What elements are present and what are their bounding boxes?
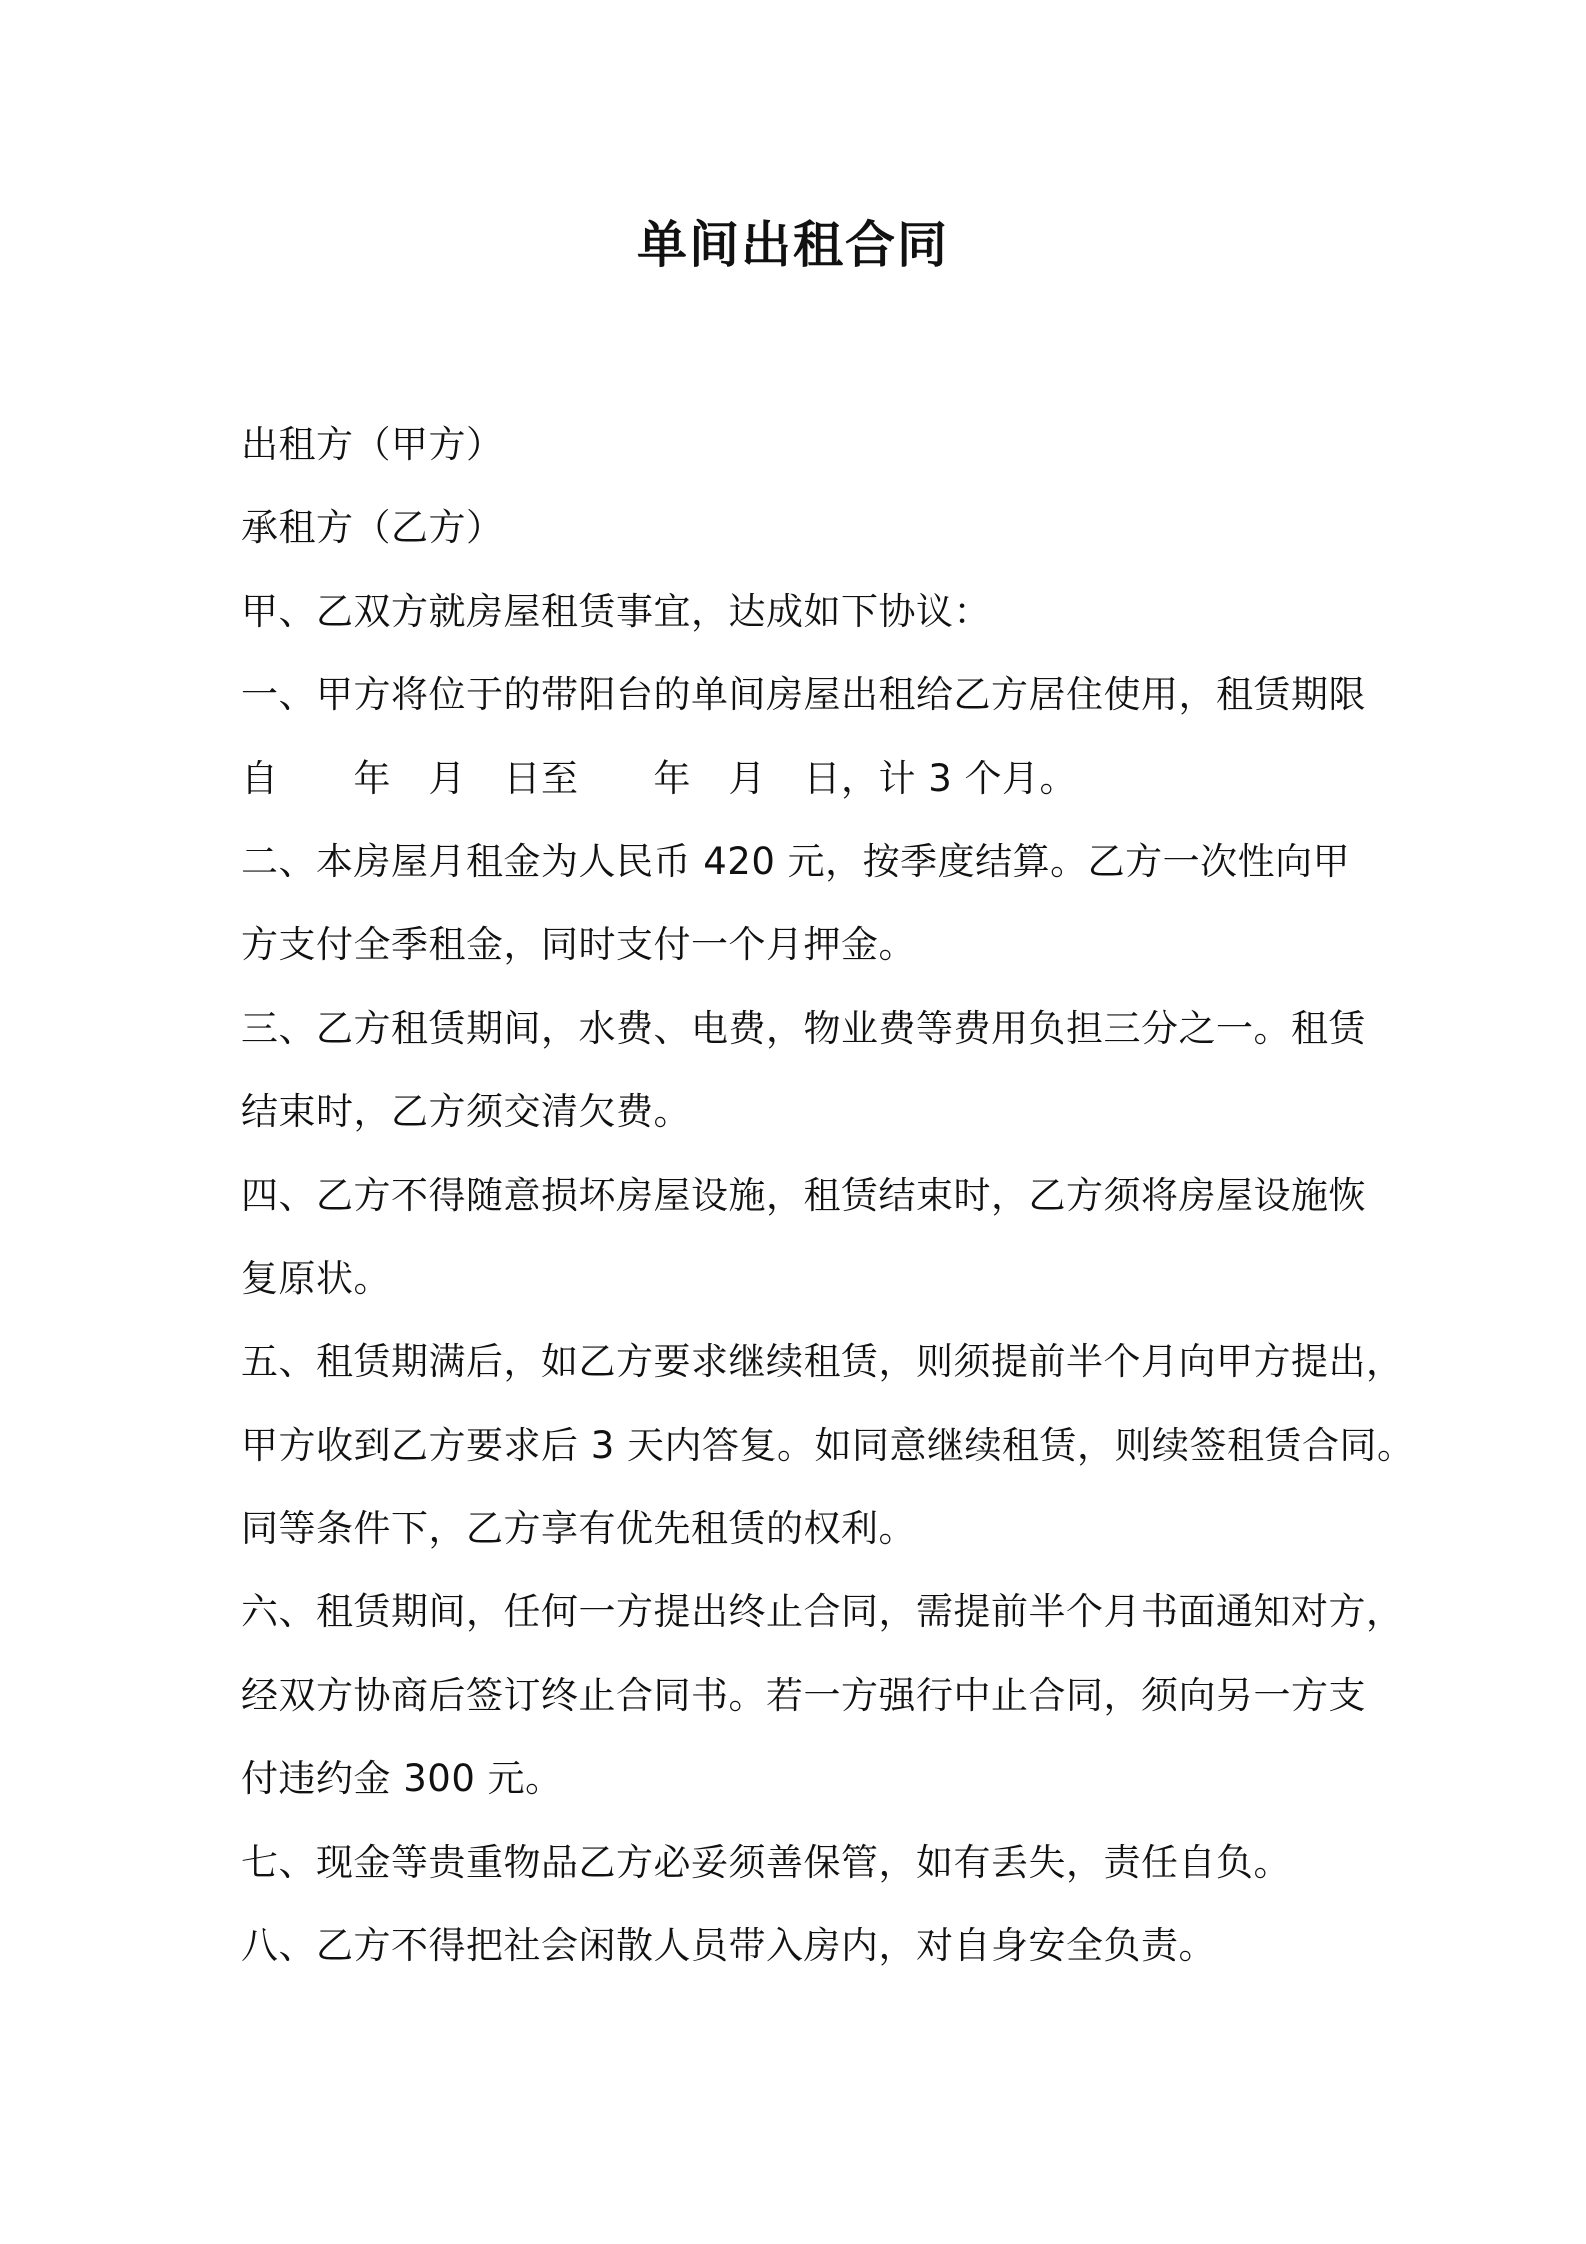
contract-body — [241, 403, 1415, 1987]
clause-2-line-2: 方支付全季租金，同时支付一个月押金。 — [241, 923, 916, 967]
clause-3-line-2: 结束时，乙方须交清欠费。 — [241, 1090, 691, 1134]
clause-3-line-1: 三、乙方租赁期间，水费、电费，物业费等费用负担三分之一。租赁 — [241, 1006, 1366, 1050]
clause-1-line-2: 自 年 月 日至 年 月 日，计 3 个月。 — [241, 756, 1078, 800]
clause-1-line-1: 一、甲方将位于的带阳台的单间房屋出租给乙方居住使用，租赁期限 — [241, 673, 1366, 717]
agreement-intro: 甲、乙双方就房屋租赁事宜，达成如下协议： — [241, 589, 991, 633]
clause-5-line-1: 五、租赁期满后，如乙方要求继续租赁，则须提前半个月向甲方提出， — [241, 1340, 1404, 1384]
clause-4-line-1: 四、乙方不得随意损坏房屋设施，租赁结束时，乙方须将房屋设施恢 — [241, 1173, 1366, 1217]
clause-6-line-1: 六、租赁期间，任何一方提出终止合同，需提前半个月书面通知对方， — [241, 1590, 1404, 1634]
clause-6-line-3: 付违约金 300 元。 — [241, 1757, 563, 1801]
clause-7-line-1: 七、现金等贵重物品乙方必妥须善保管，如有丢失，责任自负。 — [241, 1840, 1291, 1884]
clause-6-line-2: 经双方协商后签订终止合同书。若一方强行中止合同，须向另一方支 — [241, 1673, 1366, 1717]
clause-2-line-1: 二、本房屋月租金为人民币 420 元，按季度结算。乙方一次性向甲 — [241, 839, 1351, 883]
clause-8-line-1: 八、乙方不得把社会闲散人员带入房内，对自身安全负责。 — [241, 1924, 1216, 1968]
lessor-line: 出租方（甲方） — [241, 423, 504, 466]
clause-5-line-2: 甲方收到乙方要求后 3 天内答复。如同意继续租赁，则续签租赁合同。 — [241, 1423, 1415, 1467]
lessee-line: 承租方（乙方） — [241, 506, 504, 550]
document-title: 单间出租合同 — [637, 216, 949, 274]
clause-5-line-3: 同等条件下，乙方享有优先租赁的权利。 — [241, 1507, 916, 1551]
clause-4-line-2: 复原状。 — [241, 1256, 391, 1300]
